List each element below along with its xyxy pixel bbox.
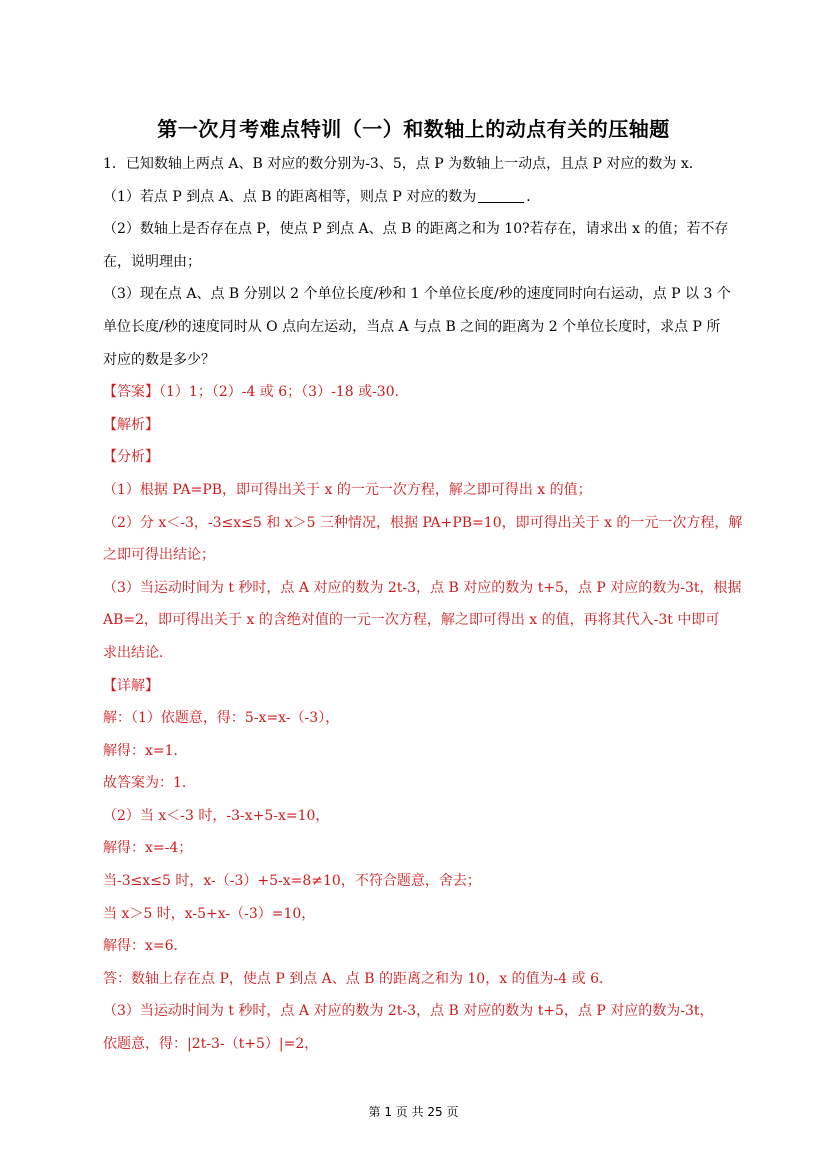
solution-line-4: （2）当 x＜-3 时，-3-x+5-x=10， — [103, 807, 330, 824]
analysis-heading: 【解析】 — [103, 416, 159, 433]
analysis-3-line-2: AB=2，即可得出关于 x 的含绝对值的一元一次方程，解之即可得出 x 的值，再将其代入-3t 中即可 — [103, 612, 720, 629]
solution-line-10: （3）当运动时间为 t 秒时，点 A 对应的数为 2t-3，点 B 对应的数为 t+5，点 P 对应的数为-3t， — [103, 1003, 714, 1020]
analysis-2-line-2: 之即可得出结论； — [103, 547, 215, 564]
analysis-subheading: 【分析】 — [103, 449, 159, 466]
solution-line-2: 解得：x=1． — [103, 742, 188, 759]
question-1-text: （1）若点 P 到点 A、点 B 的距离相等，则点 P 对应的数为 — [103, 188, 477, 205]
question-2-line-2: 在，说明理由； — [103, 253, 201, 270]
page-title: 第一次月考难点特训（一）和数轴上的动点有关的压轴题 — [157, 117, 670, 141]
question-3-line-3: 对应的数是多少？ — [103, 351, 215, 368]
question-2-line-1: （2）数轴上是否存在点 P，使点 P 到点 A、点 B 的距离之和为 10?若存在，请求出 x 的值；若不存 — [103, 221, 729, 238]
analysis-3-line-3: 求出结论． — [103, 644, 173, 661]
question-3-line-1: （3）现在点 A、点 B 分别以 2 个单位长度/秒和 1 个单位长度/秒的速度同时向右运动，点 P 以 3 个 — [103, 286, 731, 303]
analysis-3-line-1: （3）当运动时间为 t 秒时，点 A 对应的数为 2t-3，点 B 对应的数为 t+5，点 P 对应的数为-3t，根据 — [103, 579, 742, 596]
detail-heading: 【详解】 — [103, 677, 159, 694]
solution-line-7: 当 x＞5 时，x-5+x-（-3）=10， — [103, 905, 316, 922]
document-body — [103, 148, 743, 1061]
solution-line-8: 解得：x=6． — [103, 938, 188, 955]
answer-blank — [478, 188, 524, 203]
question-1 — [103, 181, 725, 214]
analysis-2-line-1: （2）分 x＜-3，-3≤x≤5 和 x＞5 三种情况，根据 PA+PB=10，即可得出关于 x 的一元一次方程，解 — [103, 514, 743, 531]
question-3-line-2: 单位长度/秒的速度同时从 O 点向左运动，当点 A 与点 B 之间的距离为 2 个单位长度时，求点 P 所 — [103, 318, 721, 335]
solution-line-1: 解：（1）依题意，得：5-x=x-（-3）， — [103, 710, 340, 727]
solution-line-9: 答：数轴上存在点 P，使点 P 到点 A、点 B 的距离之和为 10，x 的值为-4 或 6． — [103, 970, 613, 987]
solution-line-6: 当-3≤x≤5 时，x-（-3）+5-x=8≠10，不符合题意，舍去； — [103, 873, 481, 890]
solution-line-11: 依题意，得：|2t-3-（t+5）|=2， — [103, 1036, 319, 1053]
answer-line: 【答案】（1）1；（2）-4 或 6；（3）-18 或-30． — [103, 384, 409, 401]
page-footer: 第 1 页 共 25 页 — [368, 1105, 459, 1119]
solution-line-3: 故答案为：1． — [103, 775, 196, 792]
solution-line-5: 解得：x=-4； — [103, 840, 193, 857]
problem-statement: 1．已知数轴上两点 A、B 对应的数分别为-3、5，点 P 为数轴上一动点，且点 P 对应的数为 x． — [103, 156, 703, 172]
question-1-end: ． — [526, 188, 541, 205]
analysis-1: （1）根据 PA=PB，即可得出关于 x 的一元一次方程，解之即可得出 x 的值； — [103, 481, 592, 498]
